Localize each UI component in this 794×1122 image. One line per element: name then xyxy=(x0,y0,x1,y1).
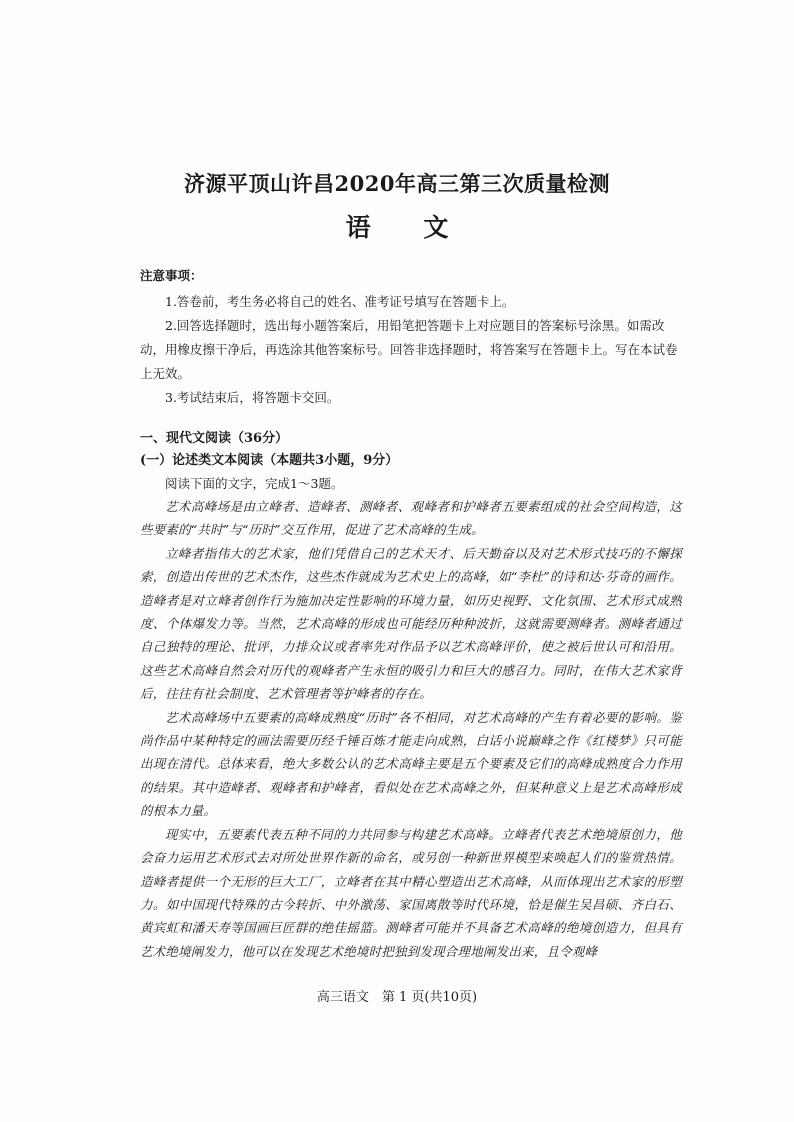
subject-title: 语 文 xyxy=(345,213,471,242)
exam-title: 济源平顶山许昌2020年高三第三次质量检测 xyxy=(184,171,610,196)
notice-section xyxy=(140,266,682,410)
notice-item: 3.考试结束后，将答题卡交回。 xyxy=(165,390,340,405)
page-footer: 高三语文 第 1 页(共10页) xyxy=(316,990,478,1005)
reading-instruction: 阅读下面的文字，完成1～3题。 xyxy=(165,476,344,491)
exam-content xyxy=(140,266,682,963)
notice-item: 2.回答选择题时，选出每小题答案后，用铅笔把答题卡上对应题目的答案标号涂黑。如需改动，用橡皮擦干净后，再选涂其他答案标号。回答非选择题时，将答案写在答题卡上。写在本试卷上无效。 xyxy=(140,318,678,381)
passage-paragraph: 艺术高峰场中五要素的高峰成熟度“历时”各不相同，对艺术高峰的产生有着必要的影响。鉴尚作品中某种特定的画法需要历经千锤百炼才能走向成熟，白话小说巅峰之作《红楼梦》只可能出现在清代。总体来看，绝大多数公认的艺术高峰主要是五个要素及它们的高峰成熟度合力作用的结果。其中造峰者、观峰者和护峰者，看似处在艺术高峰之外，但某种意义上是艺术高峰形成的根本力量。 xyxy=(140,709,682,819)
notice-heading: 注意事项： xyxy=(140,268,203,283)
passage-paragraph: 立峰者指伟大的艺术家，他们凭借自己的艺术天才、后天勤奋以及对艺术形式技巧的不懈探索，创造出传世的艺术杰作，这些杰作就成为艺术史上的高峰，如“李杜”的诗和达·芬奇的画作。造峰者是对立峰者创作行为施加决定性影响的环境力量，如历史视野、文化氛围、艺术形式成熟度、个体爆发力等。当然，艺术高峰的形成也可能经历种种波折，这就需要测峰者。测峰者通过自己独特的理论、批评，力排众议或者率先对作品予以艺术高峰评价，使之被后世认可和沿用。这些艺术高峰自然会对历代的观峰者产生永恒的吸引力和巨大的感召力。同时，在伟大艺术家背后，往往有社会制度、艺术管理者等护峰者的存在。 xyxy=(140,545,682,702)
passage-paragraph: 现实中，五要素代表五种不同的力共同参与构建艺术高峰。立峰者代表艺术绝境原创力，他会奋力运用艺术形式去对所处世界作新的命名，或另创一种新世界模型来唤起人们的鉴赏热情。造峰者提供一个无形的巨大工厂，立峰者在其中精心塑造出艺术高峰，从而体现出艺术家的形塑力。如中国现代特殊的古今转折、中外激荡、家国离散等时代环境，恰是催生吴昌硕、齐白石、黄宾虹和潘天寿等国画巨匠群的绝佳摇篮。测峰者可能并不具备艺术高峰的绝境创造力，但具有艺术绝境阐发力，他可以在发现艺术绝境时把独到发现合理地阐发出来，且令观峰 xyxy=(140,826,682,959)
passage-paragraph: 艺术高峰场是由立峰者、造峰者、测峰者、观峰者和护峰者五要素组成的社会空间构造，这些要素的“共时”与“历时”交互作用，促进了艺术高峰的生成。 xyxy=(140,499,682,538)
section-heading: 一、现代文阅读（36分） xyxy=(140,431,289,446)
notice-item: 1.答卷前，考生务必将自己的姓名、准考证号填写在答题卡上。 xyxy=(165,294,515,309)
subsection-heading: (一）论述类文本阅读（本题共3小题，9分） xyxy=(140,453,399,468)
reading-passage xyxy=(140,495,682,963)
